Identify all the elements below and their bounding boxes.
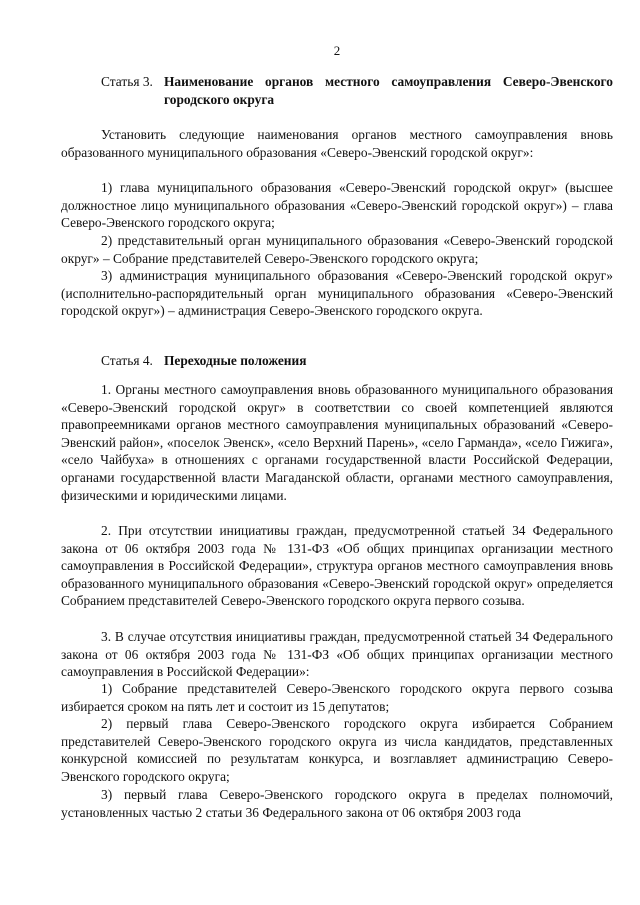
article-4-clause-2: 2. При отсутствии инициативы граждан, предусмотренной статьей 34 Федерального закона от 06 октября 2003 года № 131-ФЗ «Об общих принципах организации местного самоуправления в Российской Федерации», структура органов местного самоуправления вновь образованного муниципального образования «Северо-Эвенский городской округ» определяется Собранием представителей Северо-Эвенского городского округа первого созыва.: [61, 523, 613, 609]
article-4-clause-3: 3. В случае отсутствия инициативы граждан, предусмотренной статьей 34 Федерального закона от 06 октября 2003 года № 131-ФЗ «Об общих принципах организации местного самоуправления в Российской Федерации»:: [61, 629, 613, 680]
article-4-clause-3-item-3: 3) первый глава Северо-Эвенского городского округа в пределах полномочий, установленных частью 2 статьи 36 Федерального закона от 06 октября 2003 года: [61, 787, 613, 820]
document-page: [61, 0, 613, 905]
article-3-label: Статья 3.: [101, 74, 153, 89]
article-3-item-1: 1) глава муниципального образования «Северо-Эвенский городской округ» (высшее должностное лицо муниципального образования «Северо-Эвенский городской округ») – глава Северо-Эвенского городского округа;: [61, 180, 613, 231]
article-4-clause-1: 1. Органы местного самоуправления вновь образованного муниципального образования «Северо-Эвенский городской округ» в соответствии со своей компетенцией являются правопреемниками органов местного самоуправления муниципальных образований «Северо-Эвенский район», «поселок Эвенск», «село Верхний Парень», «село Гарманда», «село Гижига», «село Чайбуха» в отношениях с органами государственной власти Российской Федерации, органами государственной власти Магаданской области, органами местного самоуправления, физическими и юридическими лицами.: [61, 382, 613, 503]
article-3-title: Наименование органов местного самоуправления Северо-Эвенского городского округа: [164, 74, 613, 107]
article-3-item-2: 2) представительный орган муниципального образования «Северо-Эвенский городской округ» – Собрание представителей Северо-Эвенского городского округа;: [61, 233, 613, 266]
article-4-label: Статья 4.: [101, 353, 153, 368]
article-3-intro: Установить следующие наименования органов местного самоуправления вновь образованного муниципального образования «Северо-Эвенский городской округ»:: [61, 127, 613, 160]
article-3-item-3: 3) администрация муниципального образования «Северо-Эвенский городской округ» (исполнительно-распорядительный орган муниципального образования «Северо-Эвенский городской округ») – администрация Северо-Эвенского городского округа.: [61, 268, 613, 319]
page-number: 2: [333, 43, 341, 58]
article-4-title: Переходные положения: [164, 353, 307, 368]
article-4-clause-3-item-2: 2) первый глава Северо-Эвенского городского округа избирается Собранием представителей Северо-Эвенского городского округа из числа кандидатов, представленных конкурсной комиссией по результатам конкурса, и возглавляет администрацию Северо-Эвенского городского округа;: [61, 716, 613, 784]
article-4-clause-3-item-1: 1) Собрание представителей Северо-Эвенского городского округа первого созыва избирается сроком на пять лет и состоит из 15 депутатов;: [61, 681, 613, 714]
